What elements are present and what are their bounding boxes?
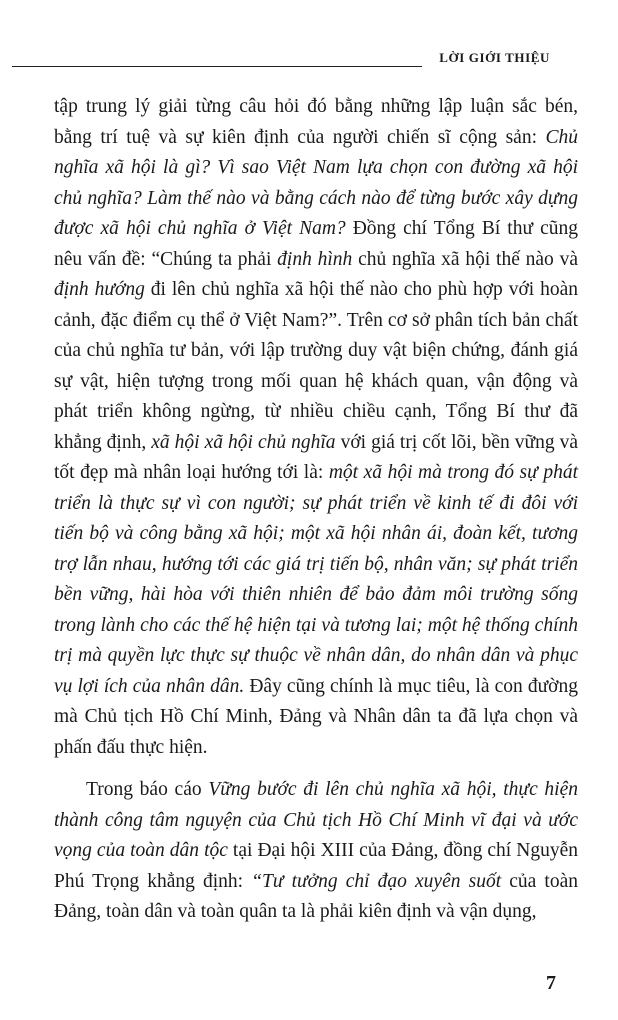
text-segment-italic: Vững bước đi lên chủ nghĩa xã hội, thực hiện thành công tâm nguyện của Chủ tịch Hồ Chí Minh vĩ đại và ước vọng của toàn dân tộc	[54, 779, 579, 861]
text-segment-italic: xã hội xã hội chủ nghĩa	[151, 431, 336, 453]
text-segment-italic: “Tư tưởng chỉ đạo xuyên suốt	[251, 870, 502, 892]
text-segment: chủ nghĩa xã hội thế nào và	[352, 248, 578, 270]
text-segment-italic: một xã hội mà trong đó sự phát triển là thực sự vì con người; sự phát triển về kinh tế đi đôi với tiến bộ và công bằng xã hội; một xã hội nhân ái, đoàn kết, tương trợ lẫn nhau, hướng tới các giá trị tiến bộ, nhân văn; sự phát triển bền vững, hài hòa với thiên nhiên để bảo đảm môi trường sống trong lành cho các thế hệ hiện tại và tương lai; một hệ thống chính trị mà quyền lực thực sự thuộc về nhân dân, do nhân dân và phục vụ lợi ích của nhân dân.	[54, 462, 578, 697]
paragraph-1	[54, 92, 578, 763]
text-segment: Đây cũng chính là mục tiêu, là con đường mà Chủ tịch Hồ Chí Minh, Đảng và Nhân dân ta đã lựa chọn và phấn đấu thực hiện.	[54, 675, 578, 758]
text-segment: với giá trị cốt lõi, bền vững và tốt đẹp mà nhân loại hướng tới là:	[54, 431, 579, 483]
paragraph-2	[54, 775, 578, 928]
header-rule	[12, 66, 422, 67]
text-segment: Trong báo cáo	[86, 779, 209, 800]
running-header: LỜI GIỚI THIỆU	[439, 50, 550, 65]
text-segment-italic: định hình	[277, 248, 353, 270]
body-text	[54, 92, 578, 928]
text-segment: Đồng chí Tổng Bí thư cũng nêu vấn đề: “Chúng ta phải	[54, 218, 578, 270]
text-segment: của toàn Đảng, toàn dân và toàn quân ta là phải kiên định và vận dụng,	[54, 870, 578, 922]
text-segment-italic: Chủ nghĩa xã hội là gì? Vì sao Việt Nam lựa chọn con đường xã hội chủ nghĩa? Làm thế nào và bằng cách nào để từng bước xây dựng được xã hội chủ nghĩa ở Việt Nam?	[54, 126, 578, 239]
page-number: 7	[546, 972, 556, 994]
text-segment: đi lên chủ nghĩa xã hội thế nào cho phù hợp với hoàn cảnh, đặc điểm cụ thể ở Việt Nam?”. Trên cơ sở phân tích bản chất của chủ nghĩa tư bản, với lập trường duy vật biện chứng, đánh giá sự vật, hiện tượng trong mối quan hệ khách quan, vận động và phát triển không ngừng, từ nhiều chiều cạnh, Tổng Bí thư đã khẳng định,	[54, 279, 578, 453]
text-segment-italic: định hướng	[54, 279, 145, 300]
text-segment: tập trung lý giải từng câu hỏi đó bằng những lập luận sắc bén, bằng trí tuệ và sự kiên định của người chiến sĩ cộng sản:	[54, 96, 578, 148]
text-segment: tại Đại hội XIII của Đảng, đồng chí Nguyễn Phú Trọng khẳng định:	[54, 840, 578, 892]
